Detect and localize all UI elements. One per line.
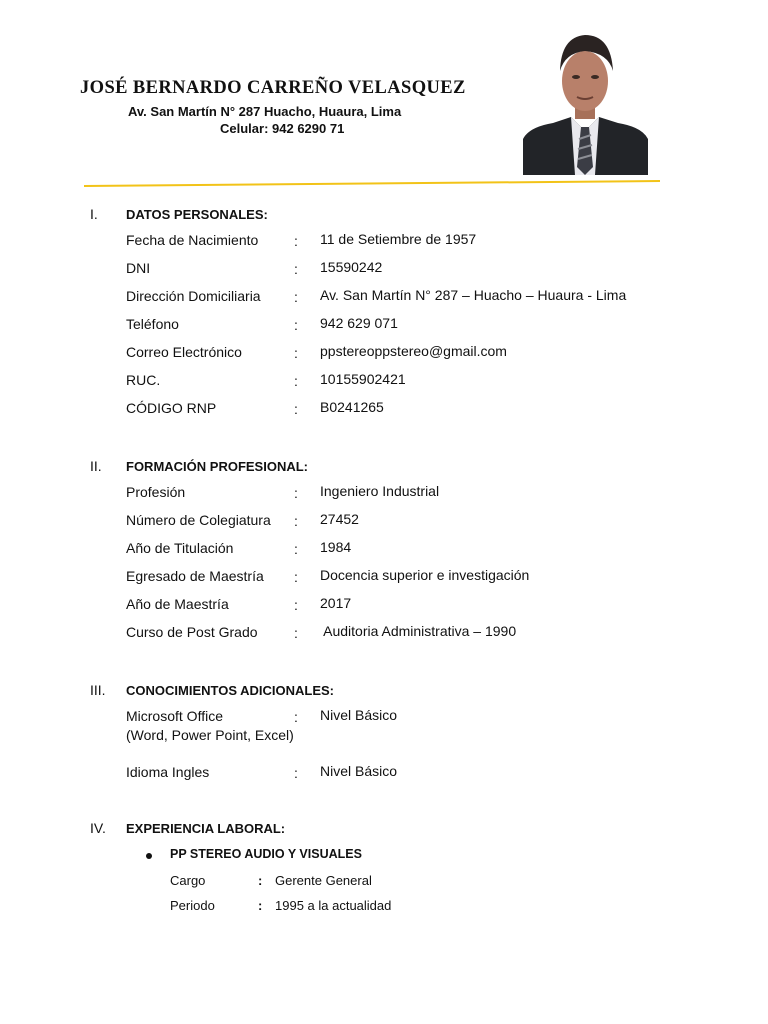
section-number: III. bbox=[90, 682, 106, 698]
header-phone: Celular: 942 6290 71 bbox=[220, 121, 345, 136]
field-separator: : bbox=[294, 513, 298, 529]
header-address: Av. San Martín N° 287 Huacho, Huaura, Lima bbox=[128, 104, 402, 119]
section-number: IV. bbox=[90, 820, 106, 836]
section-title-conocimientos: CONOCIMIENTOS ADICIONALES: bbox=[126, 683, 335, 698]
section-title-datos: DATOS PERSONALES: bbox=[126, 207, 268, 222]
field-separator: : bbox=[294, 261, 298, 277]
field-label: Teléfono bbox=[126, 316, 179, 332]
field-value: 942 629 071 bbox=[320, 315, 398, 331]
field-label: Profesión bbox=[126, 484, 186, 500]
field-value: 15590242 bbox=[320, 259, 383, 275]
field-value: 1984 bbox=[320, 539, 352, 555]
bullet-icon bbox=[146, 853, 152, 859]
field-label: DNI bbox=[126, 260, 151, 276]
field-value: 11 de Setiembre de 1957 bbox=[320, 231, 477, 247]
field-separator: : bbox=[294, 765, 298, 781]
field-separator: : bbox=[294, 541, 298, 557]
section-number: II. bbox=[90, 458, 102, 474]
job-field-label: Cargo bbox=[170, 873, 206, 888]
job-field-value: 1995 a la actualidad bbox=[275, 898, 392, 913]
field-value: Ingeniero Industrial bbox=[320, 483, 440, 499]
field-value: Docencia superior e investigación bbox=[320, 567, 530, 583]
field-label: Número de Colegiatura bbox=[126, 512, 271, 528]
field-separator: : bbox=[258, 873, 263, 888]
header-divider bbox=[84, 177, 662, 189]
section-title-formacion: FORMACIÓN PROFESIONAL: bbox=[126, 459, 308, 474]
field-separator: : bbox=[294, 233, 298, 249]
field-separator: : bbox=[294, 345, 298, 361]
field-separator: : bbox=[294, 709, 298, 725]
candidate-name: JOSÉ BERNARDO CARREÑO VELASQUEZ bbox=[80, 78, 466, 98]
field-label: Correo Electrónico bbox=[126, 344, 242, 360]
field-separator: : bbox=[294, 569, 298, 585]
field-label: Año de Titulación bbox=[126, 540, 234, 556]
field-label: Fecha de Nacimiento bbox=[126, 232, 259, 248]
field-label: Idioma Ingles bbox=[126, 764, 210, 780]
field-separator: : bbox=[294, 373, 298, 389]
field-value: 10155902421 bbox=[320, 371, 406, 387]
field-separator: : bbox=[294, 625, 298, 641]
section-number: I. bbox=[90, 206, 98, 222]
field-separator: : bbox=[294, 485, 298, 501]
job-field-value: Gerente General bbox=[275, 873, 372, 888]
field-label: Dirección Domiciliaria bbox=[126, 288, 261, 304]
field-label: Año de Maestría bbox=[126, 596, 229, 612]
section-title-experiencia: EXPERIENCIA LABORAL: bbox=[126, 821, 286, 836]
field-label: Microsoft Office bbox=[126, 708, 223, 724]
field-value: Nivel Básico bbox=[320, 707, 398, 723]
field-separator: : bbox=[294, 401, 298, 417]
field-value: Av. San Martín N° 287 – Huacho – Huaura - Lima bbox=[320, 287, 627, 303]
company-name: PP STEREO AUDIO Y VISUALES bbox=[170, 847, 362, 861]
field-label: CÓDIGO RNP bbox=[126, 400, 217, 416]
profile-photo bbox=[523, 27, 648, 175]
field-separator: : bbox=[258, 898, 263, 913]
field-label: Curso de Post Grado bbox=[126, 624, 258, 640]
field-value: B0241265 bbox=[320, 399, 384, 415]
field-value: 27452 bbox=[320, 511, 359, 527]
field-value: Auditoria Administrativa – 1990 bbox=[320, 623, 517, 639]
field-separator: : bbox=[294, 317, 298, 333]
field-separator: : bbox=[294, 289, 298, 305]
field-label: Egresado de Maestría bbox=[126, 568, 264, 584]
field-label-detail: (Word, Power Point, Excel) bbox=[126, 727, 294, 743]
field-value: 2017 bbox=[320, 595, 352, 611]
field-separator: : bbox=[294, 597, 298, 613]
job-field-label: Periodo bbox=[170, 898, 215, 913]
field-value: Nivel Básico bbox=[320, 763, 398, 779]
field-label: RUC. bbox=[126, 372, 161, 388]
email-value: ppstereoppstereo@gmail.com bbox=[320, 343, 507, 359]
